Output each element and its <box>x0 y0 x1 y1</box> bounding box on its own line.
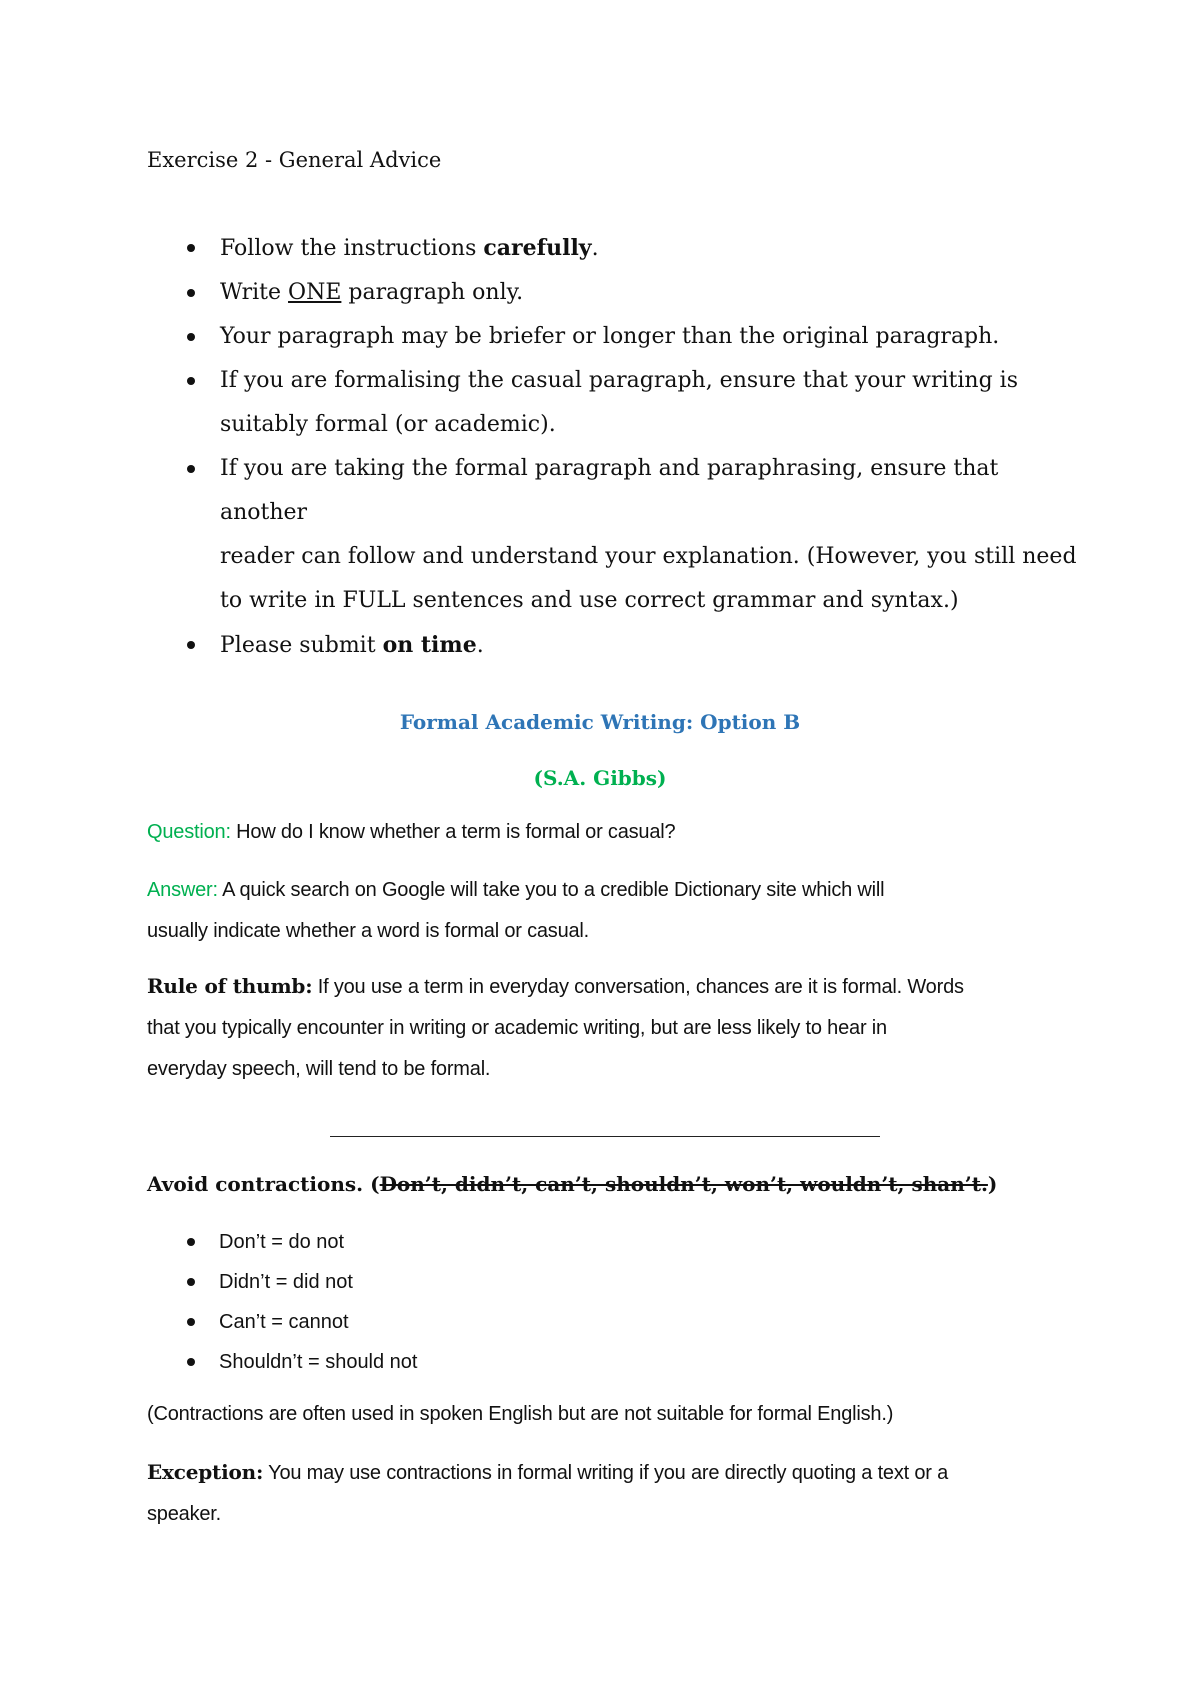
section-title: Formal Academic Writing: Option B <box>399 710 801 734</box>
contractions-note: (Contractions are often used in spoken English but are not suitable for formal English.) <box>147 1403 894 1425</box>
bullet-icon <box>187 244 195 252</box>
rule-label: Rule of thumb: <box>147 974 313 998</box>
bullet-icon <box>187 289 195 297</box>
list-item: Your paragraph may be briefer or longer than the original paragraph. <box>147 315 1087 359</box>
bullet-icon <box>187 641 195 649</box>
general-advice-list <box>147 226 1087 668</box>
emphasis-text: carefully <box>483 235 592 261</box>
divider-line <box>330 1136 880 1137</box>
bullet-icon <box>187 1358 195 1366</box>
list-item: Didn’t = did not <box>147 1262 1047 1302</box>
list-item: Shouldn’t = should not <box>147 1342 1047 1382</box>
question-paragraph: Question: How do I know whether a term is formal or casual? <box>147 821 676 843</box>
answer-paragraph: Answer: A quick search on Google will take you to a credible Dictionary site which will usually indicate whether a word is formal or casual. <box>147 879 885 942</box>
exception-label: Exception: <box>147 1460 264 1484</box>
list-item: Don’t = do not <box>147 1222 1047 1262</box>
rule-of-thumb-paragraph: Rule of thumb: If you use a term in everyday conversation, chances are it is formal. Words that you typically encounter in writing or academic writing, but are less likely to hear in everyday speech, will tend to be formal. <box>147 974 964 1080</box>
exception-paragraph: Exception: You may use contractions in formal writing if you are directly quoting a text or a speaker. <box>147 1460 949 1525</box>
list-item: If you are formalising the casual paragraph, ensure that your writing is suitably formal (or academic). <box>147 359 1087 447</box>
list-item: If you are taking the formal paragraph and paraphrasing, ensure that another reader can follow and understand your explanation. (However, you still need to write in FULL sentences and use correct grammar and syntax.) <box>147 447 1087 623</box>
bullet-icon <box>187 1318 195 1326</box>
list-item: Can’t = cannot <box>147 1302 1047 1342</box>
bullet-icon <box>187 377 195 385</box>
bullet-icon <box>187 333 195 341</box>
list-item: Follow the instructions carefully. <box>147 226 1087 271</box>
underlined-text: ONE <box>288 280 342 305</box>
bullet-icon <box>187 1278 195 1286</box>
contractions-list <box>147 1222 1047 1382</box>
avoid-contractions-heading: Avoid contractions. (Don’t, didn’t, can’t, shouldn’t, won’t, wouldn’t, shan’t.) <box>147 1172 998 1196</box>
answer-label: Answer: <box>147 879 218 901</box>
section-author: (S.A. Gibbs) <box>533 766 667 790</box>
exercise-heading: Exercise 2 - General Advice <box>147 148 442 172</box>
struck-contractions: Don’t, didn’t, can’t, shouldn’t, won’t, wouldn’t, shan’t. <box>379 1172 988 1196</box>
list-item: Write ONE paragraph only. <box>147 271 1087 315</box>
bullet-icon <box>187 465 195 473</box>
question-label: Question: <box>147 821 231 843</box>
list-item: Please submit on time. <box>147 623 1087 668</box>
bullet-icon <box>187 1238 195 1246</box>
emphasis-text: on time <box>382 632 477 658</box>
